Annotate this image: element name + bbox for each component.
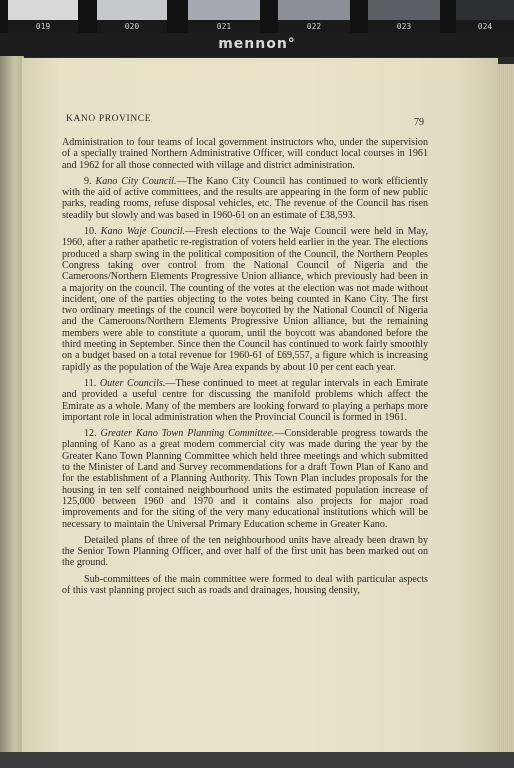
paragraph-text: —The Kano City Council has continued to work efficiently with the aid of active committees, and the results are appearing in the form of new public parks, reading rooms, refuse disposal vehicles, etc. The revenue of the Council has risen steadily but slowly and was based in 1960-61 on an estimate of £38,593. [62, 175, 428, 221]
running-header: KANO PROVINCE [66, 114, 152, 124]
paragraph [62, 428, 428, 530]
swatch-patch [278, 0, 350, 22]
color-swatch [278, 0, 350, 33]
section-heading: Outer Councils. [99, 377, 166, 389]
paragraph-number: 10. [84, 226, 101, 238]
section-heading: Greater Kano Town Planning Committee. [100, 428, 275, 440]
paragraph-text: Administration to four teams of local government instructors who, under the supervision of a specially trained Northern Administrative Officer, will conduct local courses in 1961 and 1962 for all those connected with village and district administration. [62, 137, 428, 171]
swatch-patch [8, 0, 78, 22]
table-surface [0, 752, 514, 768]
paragraph [62, 574, 428, 597]
book-spine-edge [0, 56, 24, 756]
paragraph [62, 137, 428, 171]
color-swatch [8, 0, 78, 33]
color-calibration-strip [0, 0, 514, 33]
body-text [62, 137, 428, 601]
swatch-label: 022 [278, 20, 350, 33]
paragraph [62, 226, 428, 373]
swatch-patch [456, 0, 514, 22]
swatch-label: 023 [368, 20, 440, 33]
section-heading: Kano City Council. [95, 175, 177, 187]
paragraph-text: Sub-committees of the main committee were formed to deal with particular aspects of this vast planning project such as roads and drainages, housing density, [62, 573, 428, 596]
paragraph-text: —These continued to meet at regular intervals in each Emirate and provided a useful centre for discussing the manifold problems which affect the Emirate as a whole. Many of the members are looking forward to playing a perhaps more important role in local administration when the Provincial Council is formed in 1961. [62, 377, 428, 423]
paragraph [62, 378, 428, 423]
brand-logo: mennon° [218, 36, 296, 52]
paragraph-text: —Fresh elections to the Waje Council were held in May, 1960, after a rather apathetic re-registration of voters held earlier in the year. The elections produced a sharp swing in the political composition of the Council, the Northern Peoples Congress taking over control from the National Council of Nigeria and the Cameroons/Northern Elements Progressive Union alliance, which previously had been in a majority on the council. The counting of the votes at the election was not made without incident, one of the parties objecting to the votes being counted in Kano City. The first two ordinary meetings of the council were boycotted by the National Council of Nigeria and the Cameroons/Northern Elements Progressive Union alliance, but the remaining members were able to constitute a quorum, until the boycott was abandoned before the third meeting in September. Since then the Council has continued to work fairly smoothly on a budget based on a total revenue for 1960-61 of £69,557, a figure which is increasing rapidly as the population of the Waje Area expands by about 10 per cent each year. [62, 226, 429, 373]
swatch-label: 021 [188, 20, 260, 33]
swatch-label: 024 [456, 20, 514, 33]
page-number: 79 [414, 117, 424, 128]
swatch-label: 020 [97, 20, 167, 33]
section-heading: Kano Waje Council. [100, 226, 186, 238]
color-swatch [97, 0, 167, 33]
swatch-patch [97, 0, 167, 22]
color-swatch [456, 0, 514, 33]
swatch-label: 019 [8, 20, 78, 33]
paragraph-number: 12. [84, 428, 101, 440]
color-swatch [188, 0, 260, 33]
paragraph-text: Detailed plans of three of the ten neighbourhood units have already been drawn by the Senior Town Planning Officer, and over half of the first unit has been marked out on the ground. [62, 534, 428, 569]
paragraph [62, 176, 428, 221]
swatch-patch [368, 0, 440, 22]
paragraph-text: —Considerable progress towards the planning of Kano as a great modern commercial city was made during the year by the Greater Kano Town Planning Committee which held three meetings and which submitted to the Minister of Land and Survey recommendations for a draft Town Plan of Kano and for the establishment of a Planning Authority. This Town Plan includes proposals for the housing in ten self contained neighbourhood units the estimated population increase of 125,000 between 1960 and 1970 and it contains also projects for major road improvements and for the siting of the very many educational institutions which will be necessary to maintain the Universal Primary Education scheme in Greater Kano. [62, 428, 428, 530]
color-swatch [368, 0, 440, 33]
paragraph [62, 535, 428, 569]
page-stack-edge [496, 64, 514, 754]
paragraph-number: 9. [84, 175, 96, 187]
paragraph-number: 11. [84, 377, 100, 389]
swatch-patch [188, 0, 260, 22]
